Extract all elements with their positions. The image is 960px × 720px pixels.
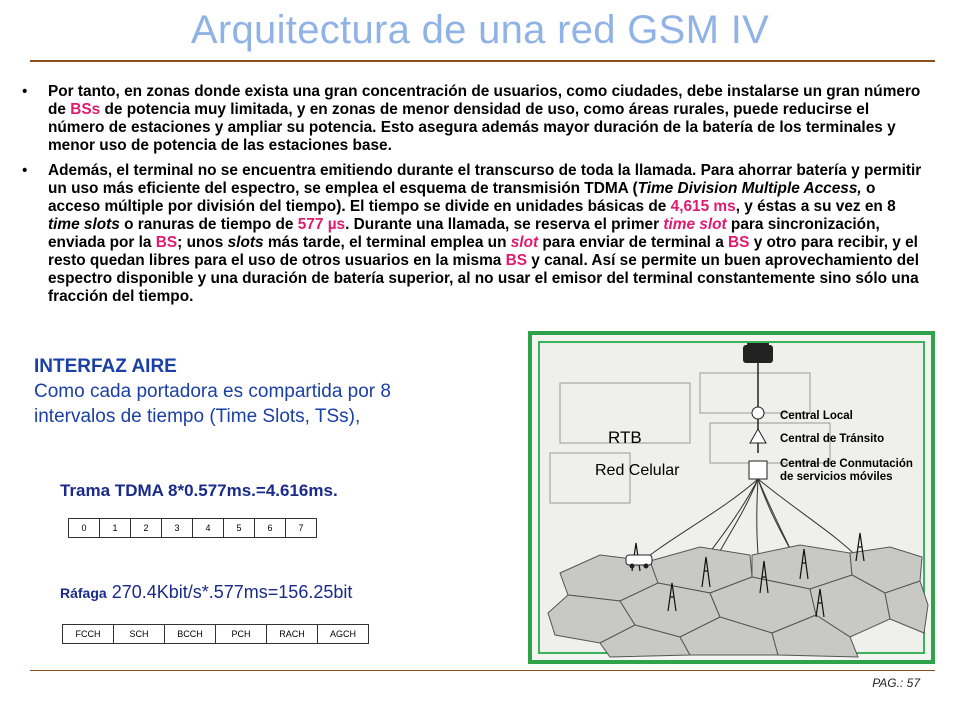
channel-cell: BCCH — [165, 625, 216, 644]
rafaga-label — [60, 582, 352, 603]
highlight-time-slot: time slot — [663, 216, 727, 233]
bullet-list — [22, 83, 927, 313]
bullet-text: Por tanto, en zonas donde exista una gran concentración de usuarios, como ciudades, debe instalarse un gran número de — [48, 83, 921, 118]
slot-cell: 5 — [224, 519, 255, 538]
slot-cell: 0 — [69, 519, 100, 538]
channel-table — [62, 624, 369, 644]
trama-tdma-label: Trama TDMA 8*0.577ms.=4.616ms. — [60, 481, 338, 500]
cell-grid — [548, 545, 928, 657]
central-local-node — [752, 407, 764, 419]
central-conmutacion-label: Central de Conmutación — [780, 458, 913, 470]
bullet-text: ; unos — [177, 234, 228, 251]
central-transito-label: Central de Tránsito — [780, 433, 885, 445]
red-celular-label: Red Celular — [595, 462, 680, 479]
highlight-bs: BS — [155, 234, 178, 251]
diagram-illustration — [540, 343, 931, 660]
interfaz-line: Como cada portadora es compartida por 8 — [34, 381, 391, 402]
highlight-ms: 4,615 ms — [670, 198, 736, 215]
highlight-us: 577 µs — [297, 216, 346, 233]
slot-cell: 2 — [131, 519, 162, 538]
slot-cell: 4 — [193, 519, 224, 538]
bullet-item-1 — [22, 83, 927, 155]
table-row — [63, 625, 369, 644]
telephone-icon — [743, 343, 773, 363]
bullet-text: y otro para recibir, y el resto quedan libres para el uso de otros usuarios en la misma — [48, 234, 918, 269]
bullet-text: para sincronización, enviada por la — [48, 216, 880, 251]
italic-term: Time Division Multiple Access, — [637, 180, 862, 197]
bullet-dot: • — [22, 83, 28, 100]
bullet-text: o acceso múltiple por división del tiempo). El tiempo se divide en unidades básicas de — [48, 180, 876, 215]
title-divider — [30, 60, 935, 62]
italic-term: time slots — [48, 216, 120, 233]
diagram-frame — [538, 341, 925, 654]
bullet-item-2 — [22, 162, 927, 306]
interfaz-line: intervalos de tiempo (Time Slots, TSs), — [34, 406, 361, 427]
bullet-text: Además, el terminal no se encuentra emitiendo durante el transcurso de toda la llamada. Para ahorrar batería y permitir un uso más eficiente del espectro, se emplea el esquema de transmisión TDMA ( — [48, 162, 922, 197]
channel-cell: SCH — [114, 625, 165, 644]
bullet-text: más tarde, el terminal emplea un — [263, 234, 511, 251]
channel-cell: FCCH — [63, 625, 114, 644]
bullet-text: y canal. Así se permite un buen aprovechamiento del espectro disponible y una duración de batería superior, al no usar el emisor del terminal constantemente sino sólo una fracción del tiempo. — [48, 252, 919, 305]
time-slot-table — [68, 518, 317, 538]
slot-cell: 6 — [255, 519, 286, 538]
footer-divider — [30, 670, 935, 671]
highlight-bs: BS — [505, 252, 527, 269]
italic-term: slots — [227, 234, 264, 251]
bullet-dot: • — [22, 162, 28, 179]
page-title: Arquitectura de una red GSM IV — [190, 8, 770, 52]
channel-cell: RACH — [267, 625, 318, 644]
msc-node — [749, 461, 767, 479]
page-number: PAG.: 57 — [872, 676, 920, 690]
rafaga-value: 270.4Kbit/s*.577ms=156.25bit — [106, 582, 353, 602]
interfaz-aire-block — [34, 354, 391, 429]
interfaz-heading: INTERFAZ AIRE — [34, 356, 177, 377]
highlight-bs: BS — [728, 234, 750, 251]
channel-cell: AGCH — [318, 625, 369, 644]
slot-cell: 3 — [162, 519, 193, 538]
highlight-bss: BSs — [70, 101, 101, 118]
table-row — [69, 519, 317, 538]
central-conmutacion-label: de servicios móviles — [780, 471, 893, 483]
highlight-slot: slot — [510, 234, 539, 251]
bullet-text: , y éstas a su vez en 8 — [735, 198, 896, 215]
slot-cell: 7 — [286, 519, 317, 538]
bullet-text: de potencia muy limitada, y en zonas de menor densidad de uso, como áreas rurales, puede reducirse el número de estaciones y ampliar su potencia. Esto asegura además mayor duración de la batería de los terminales y menor uso de potencia de las estaciones base. — [48, 101, 896, 154]
bullet-text: . Durante una llamada, se reserva el primer — [345, 216, 664, 233]
bullet-text: o ranuras de tiempo de — [119, 216, 298, 233]
central-transito-node — [750, 429, 766, 443]
rafaga-term: Ráfaga — [60, 585, 107, 601]
channel-cell: PCH — [216, 625, 267, 644]
bullet-text: para enviar de terminal a — [538, 234, 729, 251]
rtb-label: RTB — [608, 428, 642, 447]
slot-cell: 1 — [100, 519, 131, 538]
central-local-label: Central Local — [780, 410, 853, 422]
gsm-network-diagram — [528, 331, 935, 664]
